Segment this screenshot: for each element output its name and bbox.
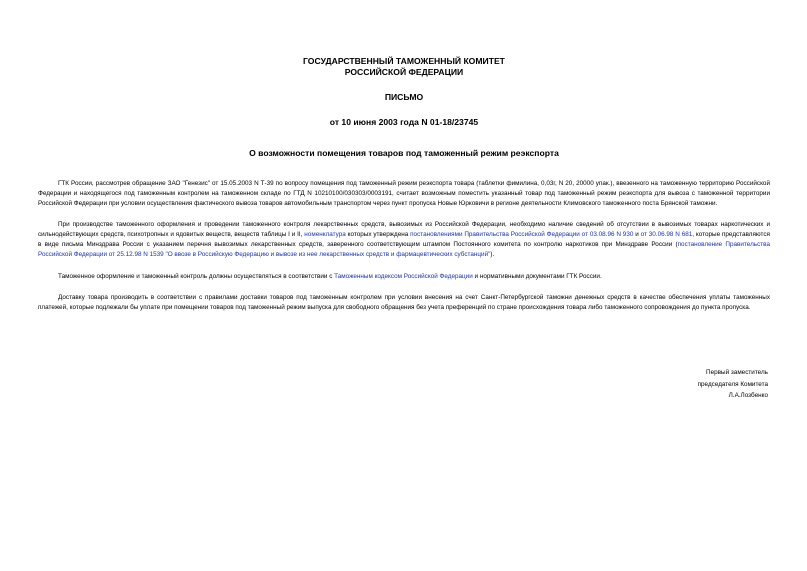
signature-position-1: Первый заместитель [706,369,768,376]
link-customs-code[interactable]: Таможенным кодексом Российской Федерации [334,272,473,280]
link-nomenclature[interactable]: номенклатура [304,231,346,239]
issuer-line-1: ГОСУДАРСТВЕННЫЙ ТАМОЖЕННЫЙ КОМИТЕТ [303,56,505,66]
issuer-line-2: РОССИЙСКОЙ ФЕДЕРАЦИИ [344,67,464,77]
paragraph-2-text-4: , которые представляются в виде письма Минздрава России с указанием перечня вывозимых лекарственных средств, заверенного соответствующим штампом Постоянного комитета по контролю наркотиков при Минздраве России ( [38,231,770,248]
document-type: ПИСЬМО [384,92,424,102]
link-resolution-681[interactable]: от 30.06.98 N 681 [640,231,693,239]
paragraph-3-text-1: Таможенное оформление и таможенный контроль должны осуществляться в соответствии с [58,272,335,280]
document-date-number: от 10 июня 2003 года N 01-18/23745 [329,117,479,127]
document [38,56,770,313]
document-subject: О возможности помещения товаров под таможенный режим реэкспорта [249,148,559,158]
paragraph-2-text-3: и [633,231,641,239]
paragraph-3 [38,272,770,282]
signature-block [698,367,768,402]
paragraph-2-text-1: При производстве таможенного оформления и проведении таможенного контроля лекарственных средств, вывозимых из Российской Федерации, необходимо наличие сведений об отсутствии в вывозимых товарах наркотических и сильнодействующих средств, психотропных и ядовитых веществ, веществ таблицы I и II, [38,221,770,239]
paragraph-2 [38,220,770,259]
paragraph-2-text-2: которых утверждена [345,231,411,239]
signature-position-2: председателя Комитета [697,380,768,388]
signature-name: Л.А.Лозбенко [728,392,768,400]
link-resolution-930[interactable]: постановлениями Правительства Российской Федерации от 03.08.96 N 930 [410,231,634,239]
paragraph-2-text-5: ). [490,250,495,258]
paragraph-4: Доставку товара производить в соответствии с правилами доставки товаров под таможенным контролем при условии внесения на счет Санкт-Петербургской таможни денежных средств в качестве обеспечения уплаты таможенных платежей, которые подлежали бы уплате при помещении товаров под таможенный режим выпуска для свободного обращения без учета преференций по стране происхождения товара либо таможенного сопровождения до пункта пропуска. [38,294,770,312]
paragraph-3-text-2: и нормативными документами ГТК России. [472,272,602,280]
paragraph-1: ГТК России, рассмотрев обращение ЗАО "Генезис" от 15.05.2003 N Т-39 по вопросу помещения под таможенный режим реэкспорта товара (таблетки фимилина, 0,03г, N 20, 20000 упак.), ввезенного на таможенную территорию Российской Федерации и находящегося под таможенным контролем на таможенном складе по ГТД N 10210100/030303/0003191, считает возможным поместить указанный товар под таможенный режим реэкспорта для вывоза с таможенной территории Российской Федерации при условии осуществления фактического вывоза товаров автомобильным транспортом через пункт пропуска Новые Юрковичи в регионе деятельности Климовского таможенного поста Брянской таможни. [38,180,770,207]
link-resolution-1539[interactable]: постановление Правительства Российской Федерации от 25.12.98 N 1539 "О ввозе в Российскую Федерацию и вывозе из нее лекарственных средств и фармацевтических субстанций" [38,240,770,258]
